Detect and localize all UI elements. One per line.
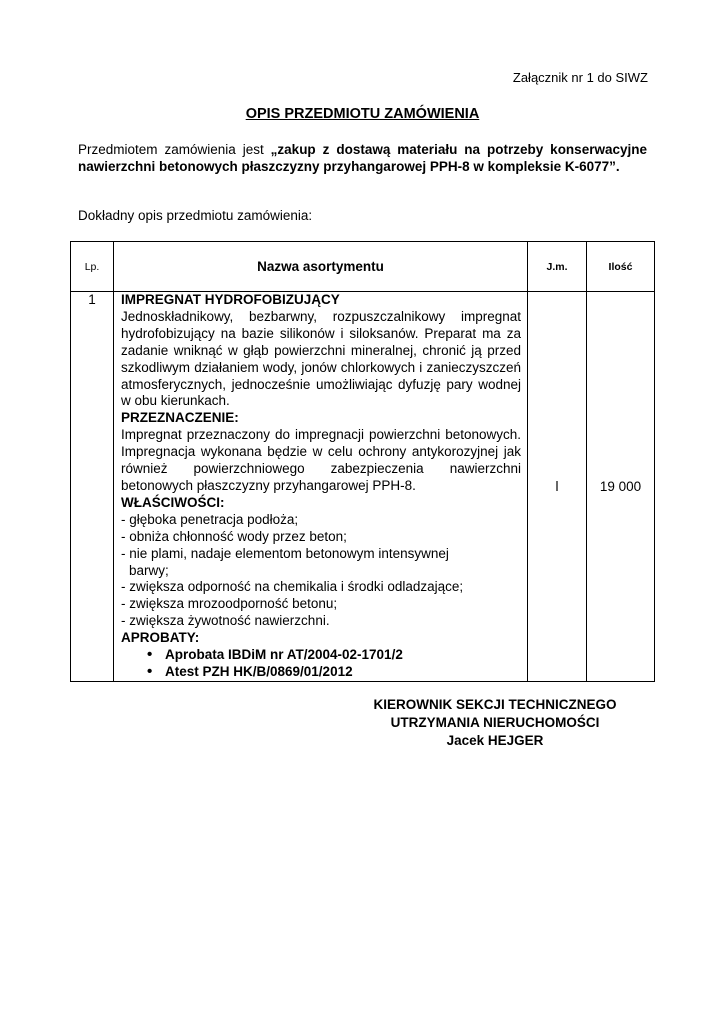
- approval-item: • Aprobata IBDiM nr AT/2004-02-1701/2: [165, 647, 521, 664]
- product-name: IMPREGNAT HYDROFOBIZUJĄCY: [121, 292, 340, 307]
- attachment-label: Załącznik nr 1 do SIWZ: [512, 70, 648, 85]
- page-title: OPIS PRZEDMIOTU ZAMÓWIENIA: [245, 106, 480, 122]
- approval-item: • Atest PZH HK/B/0869/01/2012: [165, 664, 521, 681]
- row-jm: l: [528, 292, 587, 682]
- approvals-label: APROBATY:: [121, 630, 200, 646]
- property-item: - obniża chłonność wody przez beton;: [121, 528, 347, 544]
- property-item: - zwiększa odporność na chemikalia i środki odladzające;: [121, 579, 464, 595]
- signature-position: KIEROWNIK SEKCJI TECHNICZNEGO: [373, 697, 617, 712]
- row-description-cell: [114, 292, 528, 682]
- property-item: barwy;: [129, 562, 169, 578]
- items-table: [70, 241, 655, 682]
- header-lp: Lp.: [71, 242, 114, 292]
- property-item: - zwiększa żywotność nawierzchni.: [121, 613, 330, 629]
- property-item: - nie plami, nadaje elementom betonowym intensywnej: [121, 545, 449, 561]
- header-ilosc: Ilość: [587, 242, 655, 292]
- signature-department: UTRZYMANIA NIERUCHOMOŚCI: [390, 715, 600, 730]
- table-row: [71, 292, 655, 682]
- properties-label: WŁAŚCIWOŚCI:: [121, 494, 225, 510]
- purpose-label: PRZEZNACZENIE:: [121, 410, 239, 426]
- purpose-text: Impregnat przeznaczony do impregnacji powierzchni betonowych. Impregnacja wykonana będzie w celu ochrony antykorozyjnej jak również powierzchniowego zabezpieczenia nawierzchni betonowych płaszczyzny przyhangarowej PPH-8.: [121, 427, 521, 493]
- property-item: - głęboka penetracja podłoża;: [121, 511, 299, 527]
- property-item: - zwiększa mrozoodporność betonu;: [121, 596, 338, 612]
- approvals-list: [121, 647, 521, 681]
- header-jm: J.m.: [528, 242, 587, 292]
- detail-label: Dokładny opis przedmiotu zamówienia:: [78, 208, 313, 223]
- row-lp: 1: [71, 292, 114, 682]
- row-ilosc: 19 000: [587, 292, 655, 682]
- signature-block: [355, 696, 635, 750]
- intro-paragraph: [78, 141, 647, 175]
- product-description: Jednoskładnikowy, bezbarwny, rozpuszczalnikowy impregnat hydrofobizujący na bazie silikonów i siloksanów. Preparat ma za zadanie wniknąć w głąb powierzchni mineralnej, chronić ją przed szkodliwym działaniem wody, jonów chlorkowych i zanieczyszczeń atmosferycznych, jednocześnie umożliwiając dyfuzję pary wodnej w obu kierunkach.: [121, 308, 521, 409]
- signature-name: Jacek HEJGER: [446, 733, 544, 748]
- intro-prefix: Przedmiotem zamówienia jest: [78, 142, 271, 157]
- header-name: Nazwa asortymentu: [114, 242, 528, 292]
- table-header-row: [71, 242, 655, 292]
- intro-subject: „zakup z dostawą materiału na potrzeby konserwacyjne nawierzchni betonowych płaszczyzny przyhangarowej PPH-8 w kompleksie K-6077”.: [78, 142, 647, 174]
